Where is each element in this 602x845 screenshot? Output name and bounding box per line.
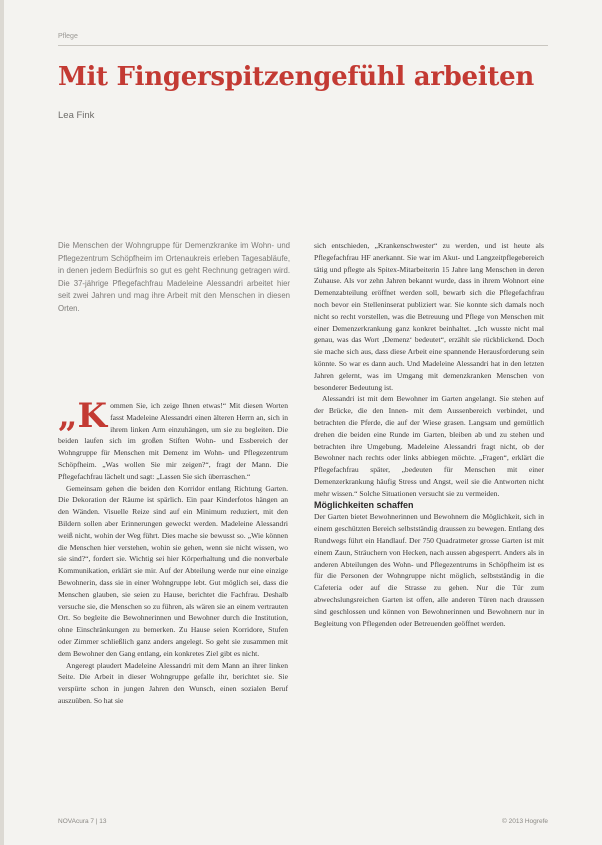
right-column [314, 240, 544, 629]
left-column [58, 396, 288, 707]
page-footer [58, 818, 548, 825]
article-author: Lea Fink [58, 110, 95, 121]
dropcap-paragraph [58, 396, 288, 483]
running-head [58, 33, 548, 40]
body-paragraph: Gemeinsam gehen die beiden den Korridor entlang Richtung Garten. Die Dekoration der Räume ist spärlich. Ein paar Kinderfotos hängen an den Wänden. Visuelle Reize sind auf ein Minimum reduziert, mit den Bildern sollen aber Erinnerungen geweckt werden. Madeleine Alessandri weiß nicht, wohin der Weg führt. Dies mache sie bewusst so. „Wie können die Menschen hier verstehen, wohin sie gehen, wenn sie nicht wissen, wo sie sind?“, fordert sie. Wichtig sei hier Körperhaltung und die nonverbale Kommunikation, erklärt sie mir. Auf der Abteilung werde nur eine einzige Bewohnerin, dass sie in einer Wohngruppe lebt. Gut möglich sei, dass die Menschen glauben, sie seien zu Hause, berichtet die Fachfrau. Deshalb versuche sie, die Menschen so zu führen, als wären sie an einem vertrauten Ort. So begleite die Bewohnerinnen und Bewohner durch die Institution, ohne Einschränkungen zu bemerken. Zu Hause seien Korridore, Stufen oder Zimmer schließlich ganz anders angelegt. So geht sie zusammen mit dem Bewohner den Gang entlang, ein konkretes Ziel gibt es nicht. [58, 483, 288, 658]
body-paragraph: Alessandri ist mit dem Bewohner im Garten angelangt. Sie stehen auf der Brücke, die den Innen- mit dem Aussenbereich verbindet, und betrachten die Pferde, die auf der Wiese grasen. Langsam und gemütlich drehen die beiden eine Runde im Garten, bleiben ab und zu stehen und betrachten ihre Umgebung. Madeleine Alessandri fragt nicht, ob der Bewohner nach rechts oder links abbiegen möchte. „Fragen“, erklärt die Pflegefachfrau später, „bedeuten für Menschen mit einer Demenzerkrankung häufig Stress und Angst, weil sie die Antworten nicht mehr wissen.“ Solche Situationen versucht sie zu vermeiden. [314, 394, 544, 498]
body-paragraph: sich entschieden, „Krankenschwester“ zu werden, und ist heute als Pflegefachfrau HF anerkannt. Sie war im Akut- und Langzeitpflegebereich tätig und pflegte als Spitex-Mitarbeiterin 15 Jahre lang Menschen in deren Zuhause. Als vor zehn Jahren bekannt wurde, dass in ihrem Wohnort eine Demenzabteilung eröffnet werden soll, bewarb sich die Pflegefachfrau noch bevor ein Stelleninserat publiziert war. Sie konnte sich damals noch nicht so recht vorstellen, was die Betreuung und Pflege von Menschen mit einer Demenzerkrankung ganz konkret beinhaltet. „Ich wusste nicht mal genau, was das Wort ‚Demenz‘ bedeutet“, erzählt sie rückblickend. Doch sie mache sich aus, dass diese Arbeit eine spannende Herausforderung sein könnte. So war es dann auch. Und Madeleine Alessandri hat in den letzten Jahren gelernt, was im Umgang mit demenzkranken Menschen von besonderer Bedeutung ist. [314, 241, 544, 392]
body-paragraph: Der Garten bietet Bewohnerinnen und Bewohnern die Möglichkeit, sich in einem geschützten Bereich selbstständig draussen zu bewegen. Entlang des Rundwegs führt ein Handlauf. Der 750 Quadratmeter grosse Garten ist mit einem Zaun, Sträuchern von Hecken, nach aussen abgesperrt. Anders als in anderen Abteilungen des Wohn- und Pflegezentrums in Schöpfheim ist es für die Personen der Wohngruppe nicht möglich, selbstständig in die Cafeteria oder auf die Strasse zu gehen. Nur die Tür zum abwechslungsreichen Garten ist offen, alle anderen Türen nach draussen sind geschlossen und können von Bewohnerinnen und Bewohnern nur in Begleitung von Pflegenden oder Betreuenden geöffnet werden. [314, 512, 544, 628]
footer-right: © 2013 Hogrefe [502, 818, 548, 825]
dropcap: „K [58, 396, 108, 436]
section-subheading: Möglichkeiten schaffen [314, 499, 414, 510]
article-title: Mit Fingerspitzengefühl arbeiten [58, 62, 534, 92]
header-divider [58, 45, 548, 46]
footer-left: NOVAcura 7 | 13 [58, 818, 107, 825]
article-lead: Die Menschen der Wohngruppe für Demenzkranke im Wohn- und Pflegezentrum Schöpfheim im Ortenaukreis erleben Tagesabläufe, in denen jedem Bedürfnis so gut es geht Rechnung getragen wird. Die 37-jährige Pflegefachfrau Madeleine Alessandri arbeitet hier seit zwei Jahren und mag ihre Arbeit mit den Menschen in diesen Orten. [58, 241, 290, 313]
body-paragraph: ommen Sie, ich zeige Ihnen etwas!“ Mit diesen Worten fasst Madeleine Alessandri einen älteren Herrn an, sich in ihrem linken Arm einzuhängen, um sie zu begleiten. Die beiden laufen sich im großen Stiften Wohn- und Essbereich der Wohngruppe für Menschen mit Demenz im Wohn- und Pflegezentrum Schöpfheim. „Was wollen Sie mir zeigen?“, fragt der Mann. Die Pflegefachfrau lächelt und sagt: „Lassen Sie sich überraschen.“ [58, 401, 288, 481]
section-label: Pflege [58, 33, 78, 40]
body-paragraph: Angeregt plaudert Madeleine Alessandri mit dem Mann an ihrer linken Seite. Die Arbeit in dieser Wohngruppe gefalle ihr, berichtet sie. Sie verspürte schon in jungen Jahren den Wunsch, einen sozialen Beruf auszuüben. So hat sie [58, 660, 288, 705]
